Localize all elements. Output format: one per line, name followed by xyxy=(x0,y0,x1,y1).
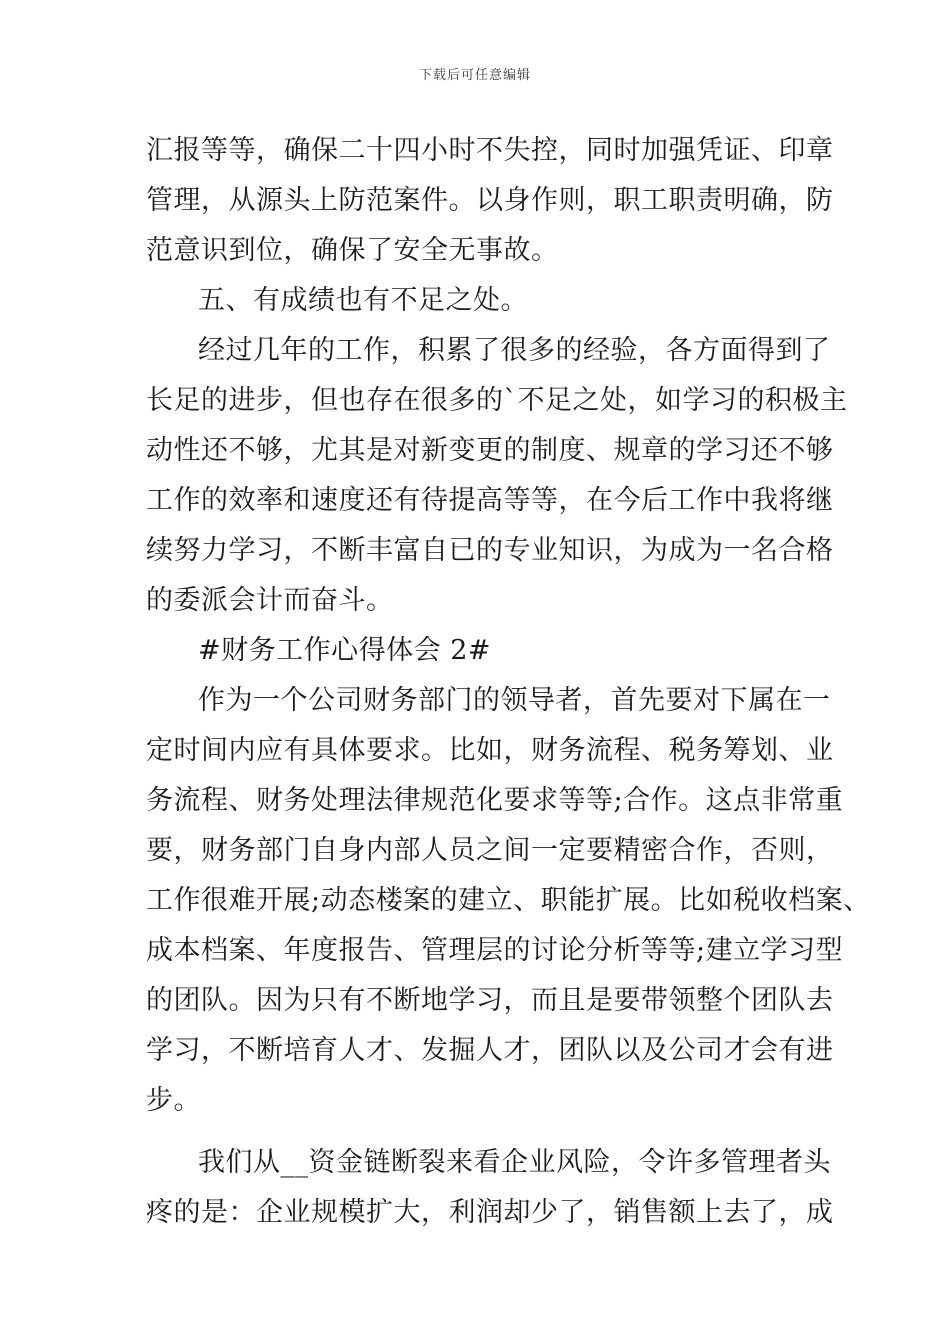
text-line: 汇报等等，确保二十四小时不失控，同时加强凭证、印章 xyxy=(146,135,834,166)
text-line: 范意识到位，确保了安全无事故。 xyxy=(146,235,559,266)
text-line: 续努力学习，不断丰富自已的专业知识，为成为一名合格 xyxy=(146,535,834,566)
text-line: 定时间内应有具体要求。比如，财务流程、税务筹划、业 xyxy=(146,735,834,766)
text-line: 步。 xyxy=(146,1085,201,1116)
text-line: 工作的效率和速度还有待提高等等，在今后工作中我将继 xyxy=(146,485,834,516)
page-header: 下载后可任意编辑 xyxy=(418,68,531,83)
paragraph-start: 我们从__资金链断裂来看企业风险，令许多管理者头 xyxy=(198,1147,831,1178)
text-line: 的委派会计而奋斗。 xyxy=(146,585,394,616)
paragraph-start: 作为一个公司财务部门的领导者，首先要对下属在一 xyxy=(198,685,831,716)
article-title: #财务工作心得体会 2# xyxy=(198,635,492,666)
text-line: 疼的是：企业规模扩大，利润却少了，销售额上去了，成 xyxy=(146,1197,834,1228)
document-body xyxy=(146,126,871,1238)
text-line: 长足的进步，但也存在很多的`不足之处，如学习的积极主 xyxy=(146,385,848,416)
text-line: 动性还不够，尤其是对新变更的制度、规章的学习还不够 xyxy=(146,435,834,466)
text-line: 学习，不断培育人才、发掘人才，团队以及公司才会有进 xyxy=(146,1035,834,1066)
paragraph-gap xyxy=(146,1126,816,1138)
text-line: 管理，从源头上防范案件。以身作则，职工职责明确，防 xyxy=(146,185,834,216)
text-line: 要，财务部门自身内部人员之间一定要精密合作，否则， xyxy=(146,835,834,866)
text-line: 务流程、财务处理法律规范化要求等等;合作。这点非常重 xyxy=(146,785,844,816)
text-line: 成本档案、年度报告、管理层的讨论分析等等;建立学习型 xyxy=(146,935,844,966)
text-line: 的团队。因为只有不断地学习，而且是要带领整个团队去 xyxy=(146,985,834,1016)
section-heading: 五、有成绩也有不足之处。 xyxy=(198,285,528,316)
text-line: 工作很难开展;动态楼案的建立、职能扩展。比如税收档案、 xyxy=(146,885,871,916)
paragraph-start: 经过几年的工作，积累了很多的经验，各方面得到了 xyxy=(198,335,831,366)
